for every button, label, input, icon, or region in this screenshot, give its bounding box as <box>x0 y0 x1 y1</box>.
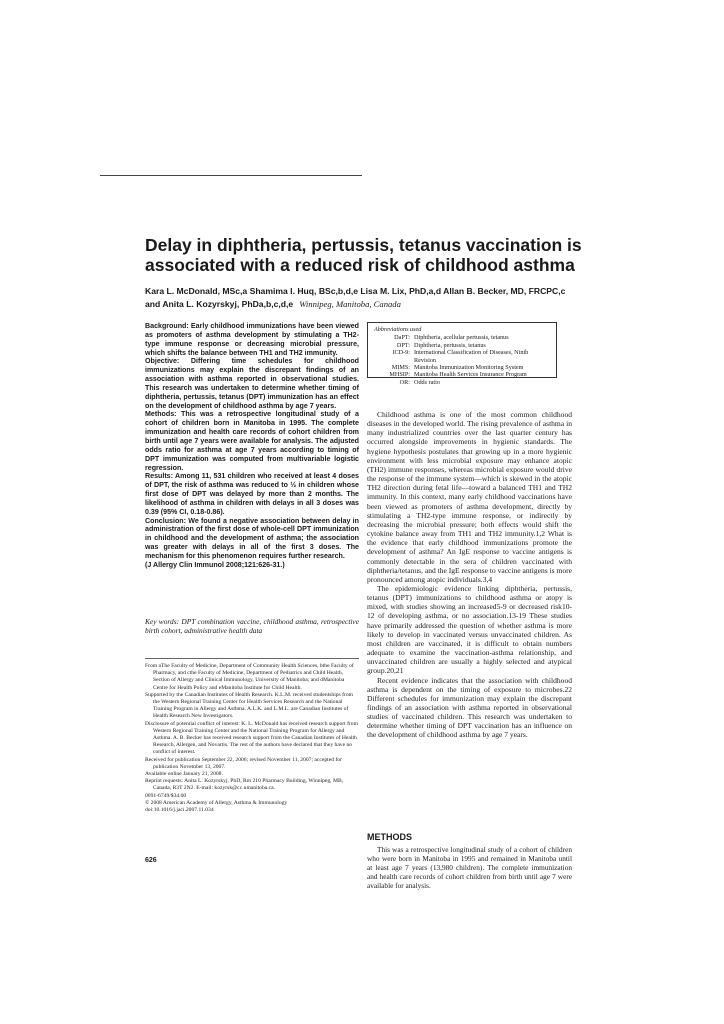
note-doi: doi:10.1016/j.jaci.2007.11.034 <box>145 807 214 814</box>
methods-paragraph: This was a retrospective longitudinal study of a cohort of children who were born in Manitoba in 1995 and remained in Manitoba until at least age 7 years (13,980 children). The complete immunization and health care records of cohort children from birth until age 7 were available for analysis. <box>367 845 572 890</box>
abbreviation-row <box>374 371 550 378</box>
page-number: 626 <box>145 857 157 864</box>
note-copyright: © 2008 American Academy of Allergy, Asthma & Immunology <box>145 799 288 806</box>
keywords <box>145 617 359 635</box>
abstract-background: Background: Early childhood immunizations have been viewed as promoters of asthma development by stimulating a TH2-type immune response or decreasing microbial pressure, which shifts the balance between TH1 and TH2 immunity. <box>145 322 359 357</box>
note-issn: 0091-6749/$34.00 <box>145 792 187 799</box>
abbreviation-value: Odds ratio <box>414 378 440 386</box>
intro-paragraph-1: Childhood asthma is one of the most common childhood diseases in the developed world. The rising prevalence of asthma in many industrialized countries over the last quarter century has occurred alongside improvements in hygienic standards. The hygiene hypothesis postulates that growing up in a more hygienic environment with less microbial exposure may enhance atopic (TH2) immune responses, whereas microbial exposure would drive the response of the immune system—which is skewed in the atopic TH2 direction during fetal life—toward a balanced TH1 and TH2 immunity. In this context, many early childhood vaccinations have been viewed as promoters of asthma development, directly by stimulating a TH2-type immune response, or indirectly by decreasing the microbial pressure; both effects would shift the cytokine balance away from TH1 and TH2 immunity.1,2 What is the evidence that early childhood immunizations promote the development of asthma? An IgE response to vaccine antigens is commonly detectable in the sera of children vaccinated with diphtheria/tetanus, and the IgE response to vaccine antigens is more pronounced among atopic individuals.3,4 <box>367 410 572 584</box>
author-list <box>145 285 685 310</box>
note-available: Available online January 21, 2008. <box>145 771 223 778</box>
note-reprint: Reprint requests: Anita L. Kozyrskyj, PhD, Rm 210 Pharmacy Building, Winnipeg, MB, Canada, R3T 2N2. E-mail: kozyrsk@cc.umanitoba.ca. <box>145 778 344 792</box>
abbreviation-row <box>374 334 550 341</box>
note-received: Received for publication September 22, 2006; revised November 11, 2007; accepted for publication November 13, 2007. <box>145 756 342 770</box>
footnote-separator <box>145 658 359 659</box>
keywords-text: DPT combination vaccine, childhood asthma, retrospective birth cohort, administrative health data <box>145 617 359 635</box>
author-line-1: Kara L. McDonald, MSc,a Shamima I. Huq, BSc,b,d,e Lisa M. Lix, PhD,a,d Allan B. Becker, MD, FRCPC,c <box>145 286 566 296</box>
abstract-results: Results: Among 11, 531 children who received at least 4 doses of DPT, the risk of asthma was reduced to ½ in children whose first dose of DPT was delayed by more than 2 months. The likelihood of asthma in children with delays in all 3 doses was 0.39 (95% CI, 0.18-0.86). <box>145 472 359 516</box>
abbreviation-row <box>374 349 550 364</box>
note-disclosure: Disclosure of potential conflict of interest: K. L. McDonald has received research support from Western Regional Training Center and the National Training Program for Allergy and Asthma. A. B. Becker has received research support from the Canadian Institutes of Health Research, Allergen, and Novartis. The rest of the authors have declared that they have no conflict of interest. <box>145 720 358 756</box>
article-title: Delay in diphtheria, pertussis, tetanus vaccination is associated with a reduced risk of childhood asthma <box>145 235 582 275</box>
abbreviation-key: OR: <box>399 378 410 386</box>
abstract-conclusion: Conclusion: We found a negative association between delay in administration of the first dose of whole-cell DPT immunization in childhood and the development of asthma; the association was greater with delays in all of the first 3 doses. The mechanism for this phenomenon requires further research. <box>145 516 359 560</box>
keywords-label: Key words: <box>145 617 180 626</box>
abbreviation-value: Diphtheria, acellular pertussis, tetanus <box>414 334 509 342</box>
abbreviations-box <box>367 322 557 386</box>
intro-paragraph-2: The epidemiologic evidence linking diphtheria, pertussis, tetanus (DPT) immunizations to childhood asthma or atopy is mixed, with studies showing an increased5-9 or decreased risk10-12 of developing asthma, or no association.13-19 These studies have primarily addressed the question of whether asthma is more likely to develop in vaccinated versus unvaccinated children. As most children are vaccinated, it is difficult to obtain numbers adequate to examine the vaccination-asthma relationship, and unvaccinated children are usually a highly selected and atypical group.20,21 <box>367 583 572 676</box>
abbreviation-key: DPT: <box>396 341 410 349</box>
abbreviation-key: MHSIP: <box>389 371 410 379</box>
author-line-2: and Anita L. Kozyrskyj, PhDa,b,c,d,e <box>145 298 294 309</box>
abbreviation-key: DaPT: <box>394 334 410 342</box>
abbreviation-key: MIMS: <box>391 364 410 372</box>
abbreviation-row <box>374 379 550 386</box>
abbreviations-title: Abbreviations used <box>374 326 422 333</box>
author-line-2-wrap <box>145 298 685 311</box>
abbreviation-row <box>374 364 550 371</box>
abbreviation-value: Manitoba Immunization Monitoring System <box>414 364 524 372</box>
abstract-citation: (J Allergy Clin Immunol 2008;121:626-31.) <box>145 560 285 569</box>
intro-paragraph-3: Recent evidence indicates that the association with childhood asthma is dependent on the timing of exposure to microbes.22 Different schedules for immunization may explain the discrepant findings of an association with asthma reported in observational studies of vaccinated children. This research was undertaken to determine whether timing of DPT vaccination has an influence on the development of childhood asthma by age 7 years. <box>367 675 572 740</box>
introduction-text <box>367 410 572 740</box>
abbreviation-value: Diphtheria, pertussis, tetanus <box>414 341 486 349</box>
note-funding: Supported by the Canadian Institutes of Health Research. K.L.M. received studentships from the Western Regional Training Center for Health Services Research and the National Training Program in Allergy and Asthma. A.L.K. and L.M.L. are Canadian Institutes of Health Research New Investigators. <box>145 691 354 720</box>
abstract-methods: Methods: This was a retrospective longitudinal study of a cohort of children born in Manitoba in 1995. The complete immunization and health care records of cohort children from birth until age 7 years were available for analysis. The adjusted odds ratio for asthma at age 7 years according to timing of DPT immunization was computed from multivariable logistic regression. <box>145 410 359 472</box>
abbreviation-value: International Classification of Diseases, Ninth Revision <box>414 349 529 364</box>
header-rule <box>100 175 362 176</box>
abstract <box>145 322 359 570</box>
abstract-objective: Objective: Differing time schedules for childhood immunizations may explain the discrepant findings of an association with asthma reported in observational studies. This research was undertaken to determine whether timing of diphtheria, pertussis, tetanus (DPT) immunization has an effect on the development of childhood asthma by age 7 years. <box>145 357 359 410</box>
abbreviation-row <box>374 342 550 349</box>
abbreviation-key: ICD-9: <box>392 349 410 357</box>
author-location: Winnipeg, Manitoba, Canada <box>299 298 401 309</box>
footnotes <box>145 663 359 814</box>
abbreviation-value: Manitoba Health Services Insurance Program <box>414 371 527 379</box>
methods-heading: METHODS <box>367 832 412 842</box>
note-affiliations: From aThe Faculty of Medicine, Department of Community Health Sciences, bthe Faculty of Pharmacy, and cthe Faculty of Medicine, Department of Pediatrics and Child Health, Section of Allergy and Clinical Immunology, University of Manitoba; and dManitoba Centre for Health Policy and eManitoba Institute for Child Health. <box>145 663 354 691</box>
